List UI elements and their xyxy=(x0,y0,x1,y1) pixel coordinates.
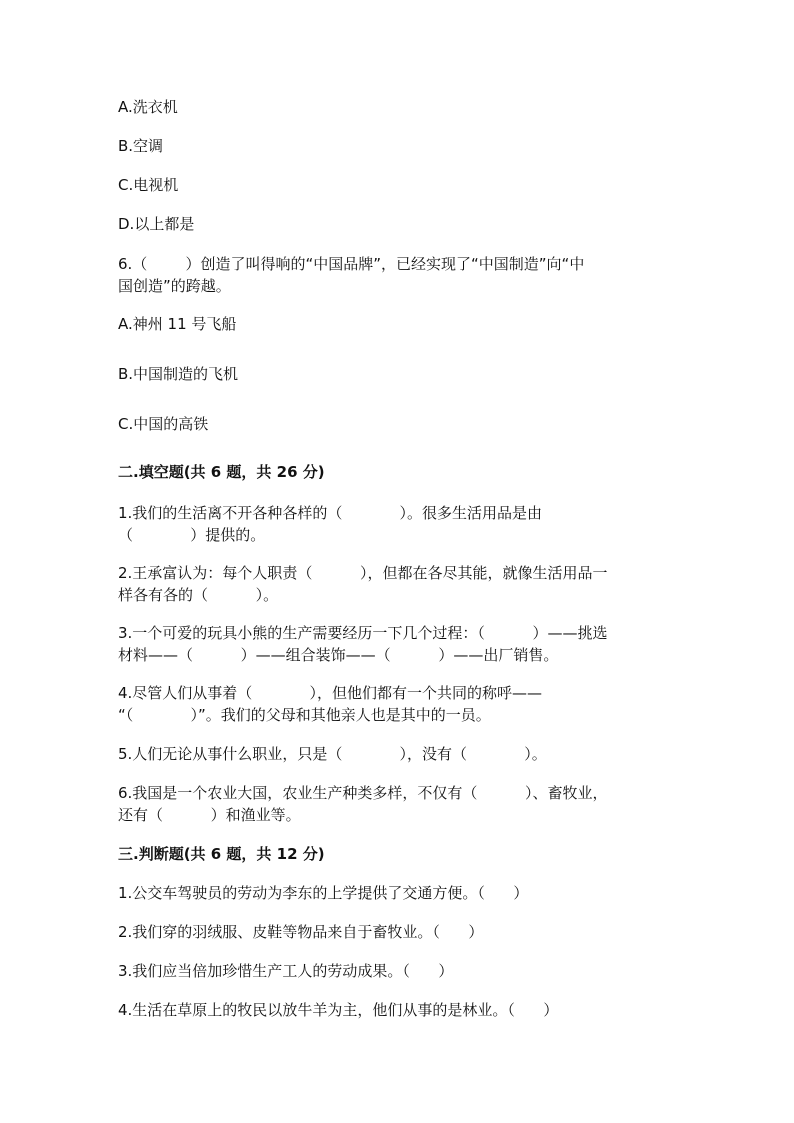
q6-option-a: A.神州 11 号飞船 xyxy=(118,315,237,333)
fill-item-1-line2: （ ）提供的。 xyxy=(118,526,266,544)
fill-item-1-line1: 1.我们的生活离不开各种各样的（ ）。很多生活用品是由 xyxy=(118,504,543,522)
fill-item-3-line1: 3.一个可爱的玩具小熊的生产需要经历一下几个过程：（ ）——挑选 xyxy=(118,624,608,642)
q6-option-c: C.中国的高铁 xyxy=(118,415,209,433)
q6-stem-line2: 国创造”的跨越。 xyxy=(118,277,231,295)
q6-stem-line1: 6.（ ）创造了叫得响的“中国品牌”，已经实现了“中国制造”向“中 xyxy=(118,255,585,273)
fill-item-4-line1: 4.尽管人们从事着（ ），但他们都有一个共同的称呼—— xyxy=(118,684,543,702)
q6-option-b: B.中国制造的飞机 xyxy=(118,365,239,383)
q5-option-d: D.以上都是 xyxy=(118,215,195,233)
fill-item-6-line2: 还有（ ）和渔业等。 xyxy=(118,806,301,824)
judge-item-2: 2.我们穿的羽绒服、皮鞋等物品来自于畜牧业。（ ） xyxy=(118,923,484,941)
fill-item-4-line2: “（ ）”。我们的父母和其他亲人也是其中的一员。 xyxy=(118,706,491,724)
q5-option-c: C.电视机 xyxy=(118,176,179,194)
fill-item-5-line1: 5.人们无论从事什么职业，只是（ ），没有（ ）。 xyxy=(118,745,547,763)
judge-item-1: 1.公交车驾驶员的劳动为李东的上学提供了交通方便。（ ） xyxy=(118,884,529,902)
q5-option-a: A.洗衣机 xyxy=(118,98,178,116)
section3-heading: 三.判断题(共 6 题，共 12 分) xyxy=(118,845,325,863)
judge-item-4: 4.生活在草原上的牧民以放牛羊为主，他们从事的是林业。（ ） xyxy=(118,1001,559,1019)
q5-option-b: B.空调 xyxy=(118,137,164,155)
fill-item-2-line1: 2.王承富认为：每个人职责（ ），但都在各尽其能，就像生活用品一 xyxy=(118,564,608,582)
judge-item-3: 3.我们应当倍加珍惜生产工人的劳动成果。（ ） xyxy=(118,962,454,980)
fill-item-2-line2: 样各有各的（ ）。 xyxy=(118,586,279,604)
section2-heading: 二.填空题(共 6 题，共 26 分) xyxy=(118,463,325,481)
fill-item-3-line2: 材料——（ ）——组合装饰——（ ）——出厂销售。 xyxy=(118,646,559,664)
fill-item-6-line1: 6.我国是一个农业大国，农业生产种类多样，不仅有（ ）、畜牧业， xyxy=(118,784,608,802)
